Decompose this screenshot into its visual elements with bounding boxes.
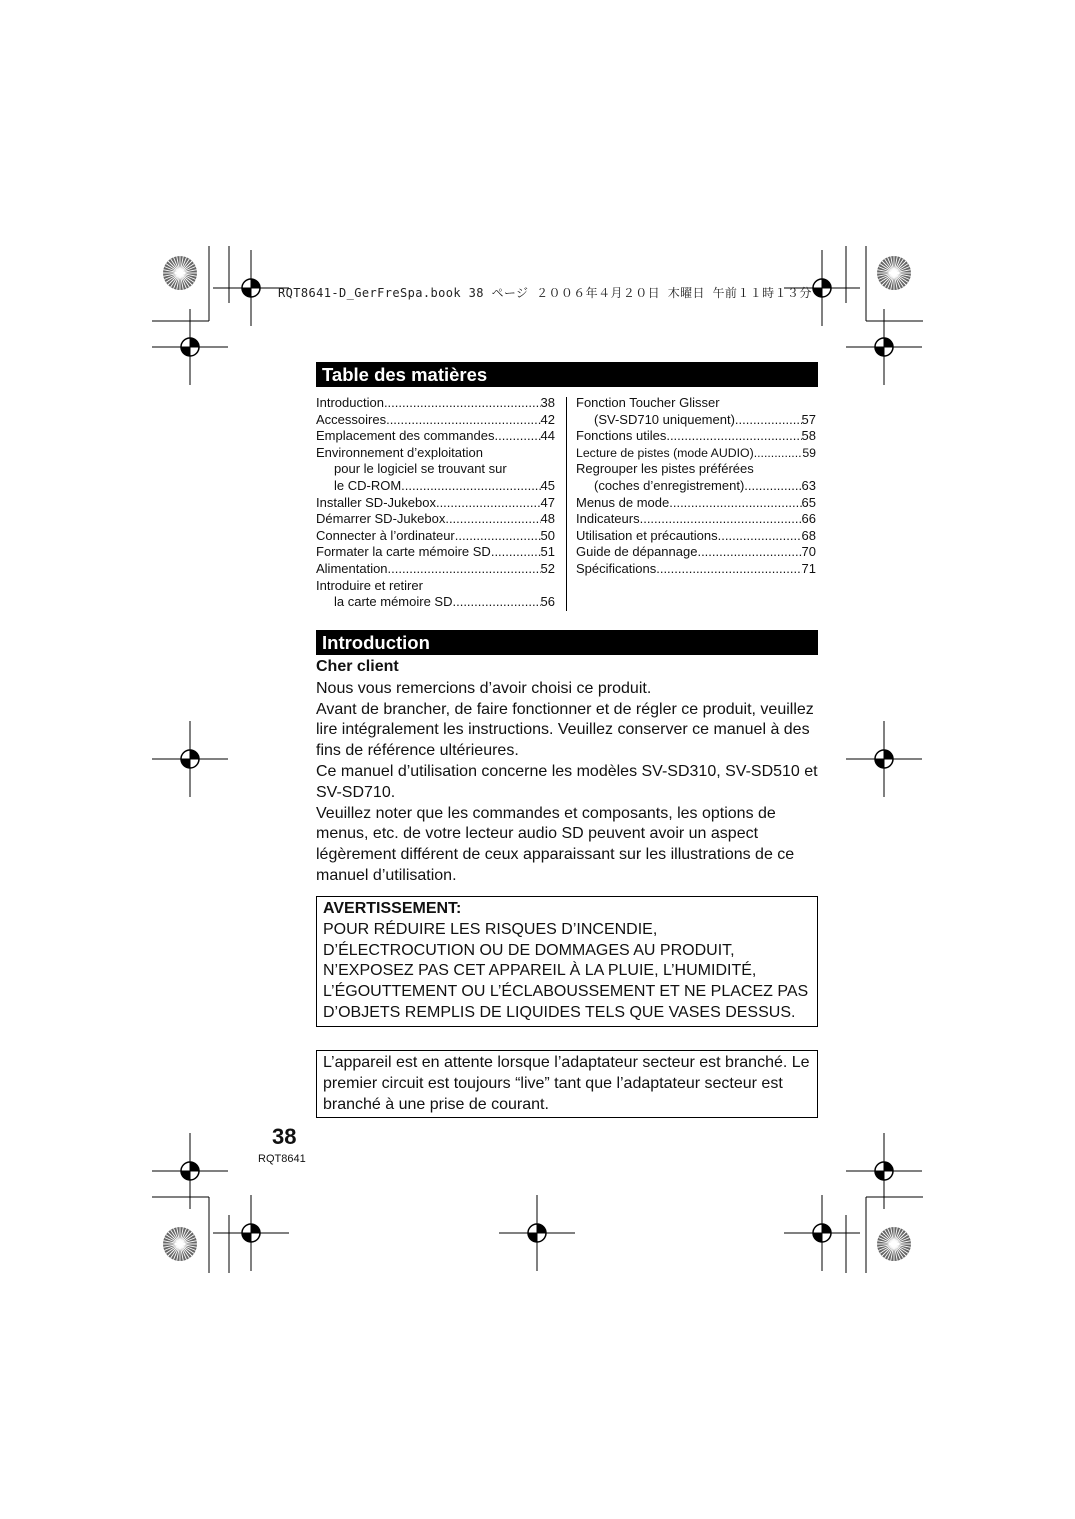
- warning-title: AVERTISSEMENT:: [323, 900, 462, 917]
- toc-entry[interactable]: Lecture de pistes (mode AUDIO) ..... 59: [576, 445, 816, 462]
- intro-paragraph: Nous vous remercions d’avoir choisi ce produit.: [316, 679, 652, 697]
- toc-entry[interactable]: Alimentation ..... 52: [316, 561, 555, 578]
- toc-entry[interactable]: Accessoires ..... 42: [316, 412, 555, 429]
- greeting: Cher client: [316, 658, 399, 675]
- introduction-body: [316, 657, 818, 887]
- toc-entry[interactable]: pour le logiciel se trouvant sur: [334, 461, 507, 477]
- toc-entry[interactable]: Introduction ..... 38: [316, 395, 555, 412]
- toc-heading: Table des matières: [316, 362, 818, 387]
- toc-entry[interactable]: Fonctions utiles ..... 58: [576, 428, 816, 445]
- toc-entry[interactable]: Regrouper les pistes préférées: [576, 461, 754, 477]
- intro-paragraph: Veuillez noter que les commandes et composants, les options de menus, etc. de votre lecteur audio SD peuvent avoir un aspect légèrement différent de ceux apparaissant sur les illustrations de ce manuel d’utilisation.: [316, 804, 795, 884]
- notice-text: L’appareil est en attente lorsque l’adaptateur secteur est branché. Le premier circuit est toujours “live” tant que l’adaptateur secteur est branché à une prise de courant.: [323, 1054, 810, 1113]
- toc-entry[interactable]: Utilisation et précautions ..... 68: [576, 528, 816, 545]
- print-slug-line: RQT8641-D_GerFreSpa.book 38 ページ ２００６年４月２０日 木曜日 午前１１時１３分: [278, 286, 812, 300]
- toc-entry[interactable]: Spécifications ..... 71: [576, 561, 816, 578]
- toc-entry[interactable]: Connecter à l’ordinateur ..... 50: [316, 528, 555, 545]
- toc-entry[interactable]: Installer SD-Jukebox ..... 47: [316, 495, 555, 512]
- toc-right-column: [576, 395, 816, 578]
- toc-entry[interactable]: (coches d’enregistrement) ..... 63: [576, 478, 816, 495]
- toc-entry[interactable]: Introduire et retirer: [316, 577, 423, 593]
- warning-box: [316, 896, 818, 1027]
- notice-box: [316, 1050, 818, 1118]
- toc-entry[interactable]: Menus de mode ..... 65: [576, 495, 816, 512]
- toc-entry[interactable]: Fonction Toucher Glisser: [576, 395, 720, 410]
- intro-paragraph: Ce manuel d’utilisation concerne les modèles SV-SD310, SV-SD510 et SV-SD710.: [316, 762, 818, 801]
- warning-text: POUR RÉDUIRE LES RISQUES D’INCENDIE, D’ÉLECTROCUTION OU DE DOMMAGES AU PRODUIT, N’EXPOSEZ PAS CET APPAREIL À LA PLUIE, L’HUMIDITÉ, L’ÉGOUTTEMENT OU L’ÉCLABOUSSEMENT ET NE PLACEZ PAS D’OBJETS REMPLIS DE LIQUIDES TELS QUE VASES DESSUS.: [323, 920, 809, 1021]
- toc-entry[interactable]: Guide de dépannage ..... 70: [576, 544, 816, 561]
- toc-column-divider: [566, 397, 567, 611]
- page-number: 38: [272, 1124, 297, 1149]
- toc-entry[interactable]: la carte mémoire SD ..... 56: [316, 594, 555, 611]
- toc-left-column: [316, 395, 555, 611]
- toc-entry[interactable]: Démarrer SD-Jukebox ..... 48: [316, 511, 555, 528]
- toc-entry[interactable]: Environnement d’exploitation: [316, 444, 483, 460]
- document-code: RQT8641: [258, 1153, 306, 1165]
- intro-paragraph: Avant de brancher, de faire fonctionner et de régler ce produit, veuillez lire intégralement les instructions. Veuillez conserver ce manuel à des fins de référence ultérieures.: [316, 700, 814, 760]
- toc-entry[interactable]: Formater la carte mémoire SD ..... 51: [316, 544, 555, 561]
- toc-entry[interactable]: le CD-ROM ..... 45: [316, 478, 555, 495]
- introduction-heading: Introduction: [316, 630, 818, 655]
- toc-entry[interactable]: Emplacement des commandes ..... 44: [316, 428, 555, 445]
- toc-entry[interactable]: (SV-SD710 uniquement) ..... 57: [576, 412, 816, 429]
- toc-entry[interactable]: Indicateurs ..... 66: [576, 511, 816, 528]
